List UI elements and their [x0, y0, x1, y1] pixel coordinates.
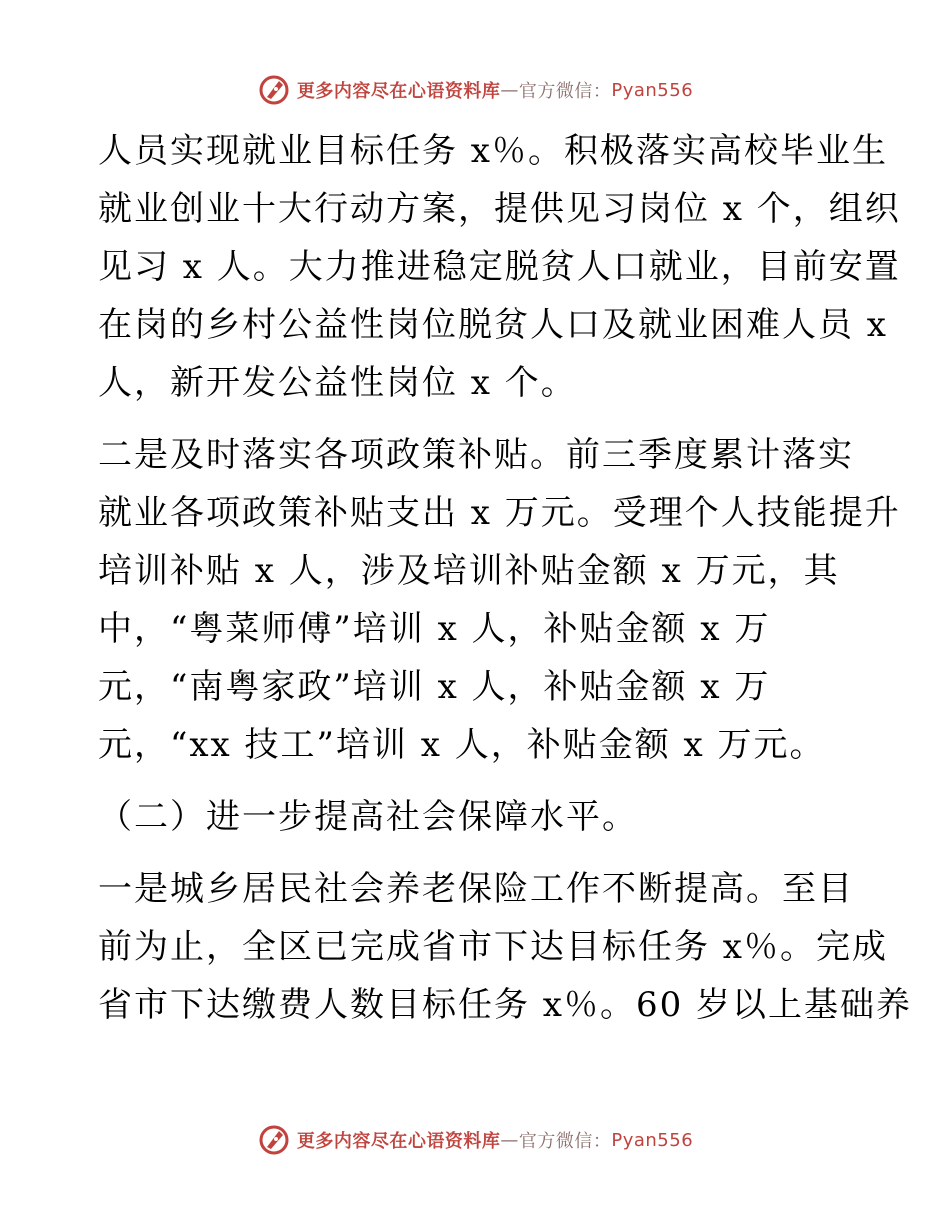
watermark-wechat-label: 官方微信：	[518, 1131, 612, 1152]
paragraph-employment	[98, 122, 901, 412]
text-line: 见习 x 人。大力推进稳定脱贫人口就业，目前安置	[98, 247, 901, 287]
watermark-brand: 更多内容尽在心语资料库	[296, 1131, 501, 1152]
pen-nib-icon	[257, 1123, 291, 1157]
text-line: 中，“粤菜师傅”培训 x 人，补贴金额 x 万	[98, 609, 771, 649]
pen-nib-icon	[257, 73, 291, 107]
document-body	[98, 122, 913, 1034]
text-line: 一是城乡居民社会养老保险工作不断提高。至目	[98, 869, 854, 909]
text-line: 元，“南粤家政”培训 x 人，补贴金额 x 万	[98, 667, 771, 707]
text-line: 就业创业十大行动方案，提供见习岗位 x 个，组织	[98, 189, 901, 229]
paragraph-pension	[98, 860, 913, 1034]
footer-watermark	[0, 1120, 950, 1160]
text-line: 前为止，全区已完成省市下达目标任务 x％。完成	[98, 927, 888, 967]
text-line: 在岗的乡村公益性岗位脱贫人口及就业困难人员 x	[98, 305, 888, 345]
watermark-separator: —	[500, 1129, 519, 1151]
section-heading: （二）进一步提高社会保障水平。	[98, 797, 638, 837]
text-line: 人员实现就业目标任务 x％。积极落实高校毕业生	[98, 131, 888, 171]
text-line: 人，新开发公益性岗位 x 个。	[98, 363, 577, 403]
paragraph-subsidies	[98, 426, 901, 774]
watermark-wechat-label: 官方微信：	[518, 81, 612, 102]
text-line: 元，“xx 技工”培训 x 人，补贴金额 x 万元。	[98, 725, 826, 765]
watermark-brand: 更多内容尽在心语资料库	[296, 81, 501, 102]
watermark-wechat-id: Pyan556	[611, 79, 694, 101]
watermark-separator: —	[500, 79, 519, 101]
watermark-wechat-id: Pyan556	[611, 1129, 694, 1151]
text-line: 省市下达缴费人数目标任务 x％。60 岁以上基础养	[98, 985, 913, 1025]
text-line: 培训补贴 x 人，涉及培训补贴金额 x 万元，其	[98, 551, 840, 591]
header-watermark	[0, 70, 950, 110]
text-line: 二是及时落实各项政策补贴。前三季度累计落实	[98, 435, 854, 475]
text-line: 就业各项政策补贴支出 x 万元。受理个人技能提升	[98, 493, 901, 533]
